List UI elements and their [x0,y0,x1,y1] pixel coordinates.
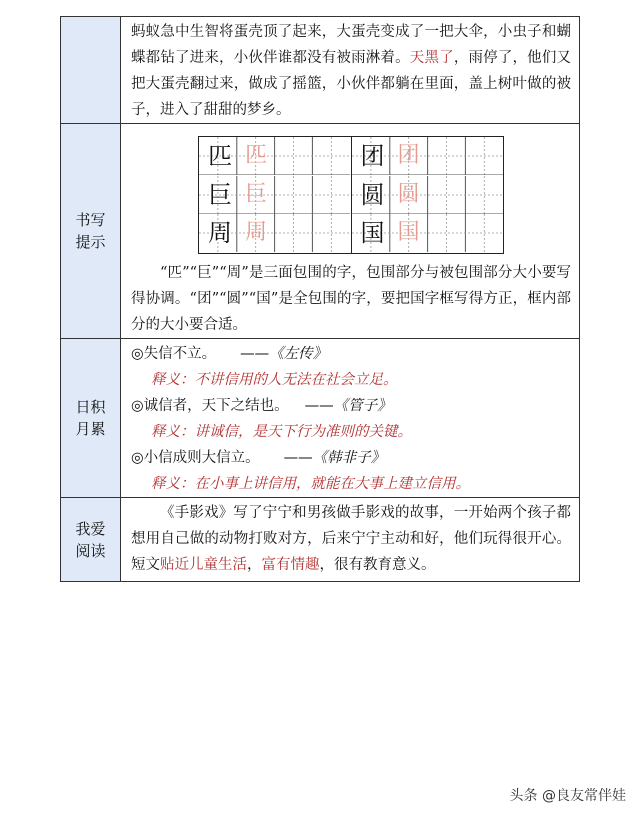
reading-paragraph [131,500,571,578]
accumulate-content-cell [121,339,580,498]
proverb-source-1: ——《左传》 [240,346,328,362]
trace-character: 周 [244,220,267,245]
right-grid-row [352,176,504,214]
writing-label-line1: 书写 [75,211,106,229]
proverb-explain-2: 释义：讲诚信，是天下行为准则的关键。 [151,424,412,440]
story-paragraph [131,17,571,123]
trace-character: 圆 [397,181,420,207]
trace-character: 巨 [244,181,267,207]
proverb-item-1 [131,341,571,393]
writing-grid [198,136,504,254]
right-grid-row [352,214,504,252]
model-character: 团 [360,142,385,170]
proverb-source-2: ——《管子》 [304,398,392,414]
proverb-explain-3: 释义：在小事上讲信用，就能在大事上建立信用。 [151,476,470,492]
story-text-2: ，雨停了，他们又把大蛋壳翻过来，做成了摇篮，小伙伴都躺在里面，盖上树叶做的被子，进入了甜甜的梦乡。 [131,50,572,118]
story-label-cell [61,17,121,124]
proverb-source-3: ——《韩非子》 [283,450,386,466]
writing-content-cell [121,124,580,339]
reading-text-a: 《手影戏》写了宁宁和男孩做手影戏的故事，一开始两个孩子都想用自己做的动物打败对方，后来宁宁主动和好，他们玩得很开心。短文 [131,505,571,573]
left-grid-row [199,176,351,214]
trace-character: 国 [397,220,420,245]
proverb-quote-1: ◎失信不立。 [131,346,217,362]
accumulate-label-line1: 日积 [75,398,106,416]
model-character: 周 [208,219,232,247]
trace-character: 匹 [244,143,267,168]
grid-right-half [351,137,504,253]
reading-label-cell [61,498,121,582]
reading-label-line1: 我爱 [75,519,106,538]
model-character: 巨 [208,180,232,209]
model-character: 国 [360,219,385,247]
accumulate-label-cell [61,339,121,498]
story-highlight: 天黑了 [409,50,454,66]
reading-content-cell [121,498,580,582]
watermark: 头条 @良友常伴娃 [509,788,626,804]
lesson-table [60,16,580,582]
reading-text-c: ，很有教育意义。 [319,557,436,573]
proverb-quote-3: ◎小信成则大信立。 [131,450,260,466]
writing-label-line2: 提示 [75,233,106,251]
right-grid-row [352,137,504,175]
proverb-explain-1: 释义：不讲信用的人无法在社会立足。 [151,372,398,388]
left-grid-row [199,137,351,175]
model-character: 圆 [360,180,385,209]
story-text-1: 蚂蚁急中生智将蛋壳顶了起来，大蛋壳变成了一把大伞，小虫子和蝴蝶都钻了进来，小伙伴谁都没有被雨淋着。 [131,24,571,66]
reading-text-b: ， [247,557,262,573]
story-content-cell [121,17,580,124]
reading-highlight-2: 富有情趣 [261,557,320,573]
proverb-item-3 [131,445,571,497]
left-grid-row [199,214,351,252]
grid-left-half [199,137,351,253]
trace-character: 团 [397,143,420,168]
accumulate-label-line2: 月累 [75,420,106,438]
proverb-item-2 [131,393,571,445]
reading-label-line2: 阅读 [75,541,106,560]
model-character: 匹 [208,142,232,170]
proverb-quote-2: ◎诚信者，天下之结也。 [131,398,289,414]
writing-label-cell [61,124,121,339]
reading-highlight-1: 贴近儿童生活 [160,557,247,573]
writing-tip: “匹”“巨”“周”是三面包围的字，包围部分与被包围部分大小要写得协调。“团”“圆”“国”是全包围的字，要把国字框写得方正，框内部分的大小要合适。 [131,265,571,333]
